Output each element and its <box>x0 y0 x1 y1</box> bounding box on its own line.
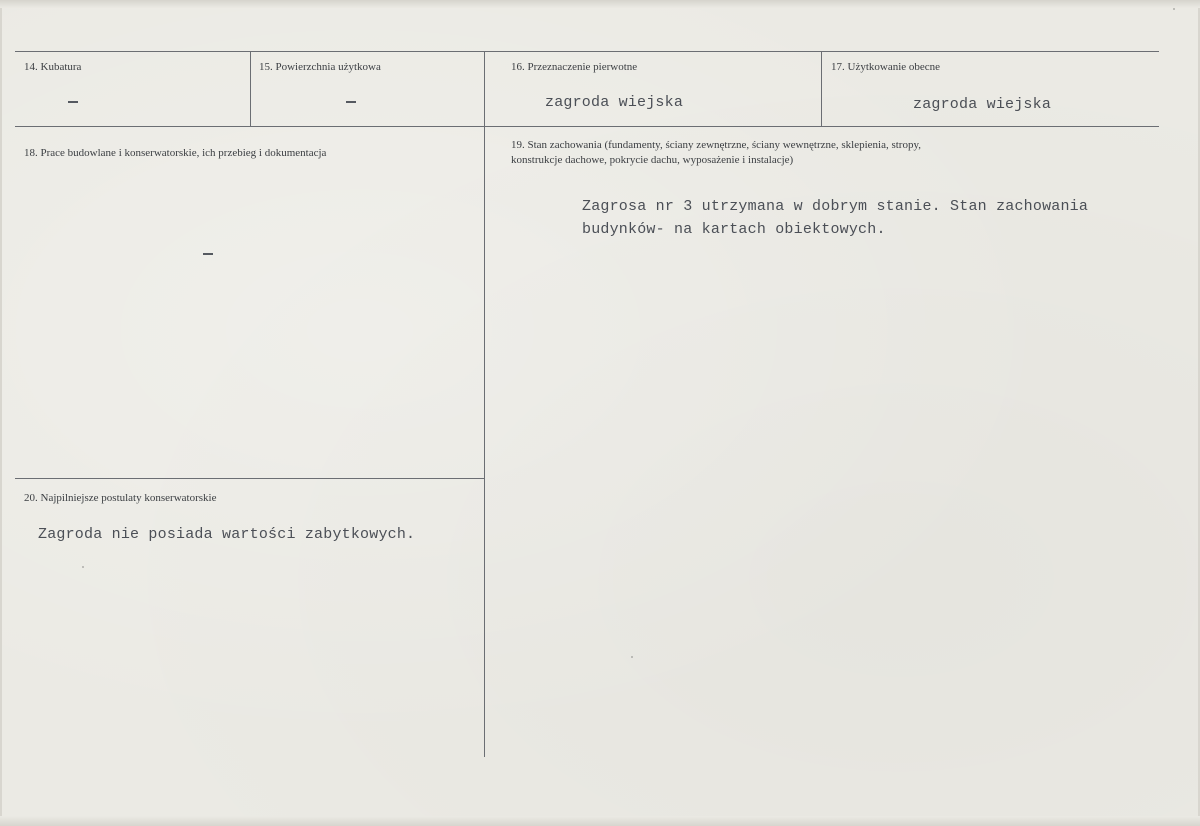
left-section-divider <box>15 478 484 479</box>
field-19-label-line-1: 19. Stan zachowania (fundamenty, ściany zewnętrzne, ściany wewnętrzne, sklepienia, stropy, <box>511 139 922 151</box>
field-20-value: Zagroda nie posiada wartości zabytkowych. <box>38 526 416 543</box>
field-19-value-line-2: budynków- na kartach obiektowych. <box>582 221 886 238</box>
field-15-value <box>345 91 354 114</box>
field-18-value <box>202 243 211 266</box>
field-19-label-line-2: konstrukcje dachowe, pokrycie dachu, wyposażenie i instalacje) <box>511 154 794 166</box>
paper-speck <box>82 566 84 568</box>
field-16-label: 16. Przeznaczenie pierwotne <box>511 61 638 73</box>
field-20-label: 20. Najpilniejsze postulaty konserwatorskie <box>24 492 217 504</box>
column-divider-3 <box>821 51 822 127</box>
field-14-value <box>67 91 76 114</box>
field-19-value-line-1: Zagrosa nr 3 utrzymana w dobrym stanie. Stan zachowania <box>582 198 1089 215</box>
paper-speck <box>631 656 633 658</box>
paper-top-edge <box>0 0 1200 8</box>
field-17-label: 17. Użytkowanie obecne <box>831 61 941 73</box>
field-15-label: 15. Powierzchnia użytkowa <box>259 61 381 73</box>
field-16-value: zagroda wiejska <box>545 94 684 111</box>
paper-speck <box>1173 8 1175 10</box>
paper-bottom-edge <box>0 816 1200 826</box>
row-divider <box>15 126 1159 127</box>
top-rule <box>15 51 1159 52</box>
field-14-label: 14. Kubatura <box>24 61 82 73</box>
column-divider-1 <box>250 51 251 127</box>
field-17-value: zagroda wiejska <box>913 96 1052 113</box>
field-18-label: 18. Prace budowlane i konserwatorskie, ich przebieg i dokumentacja <box>24 147 327 159</box>
column-divider-2 <box>484 51 485 757</box>
